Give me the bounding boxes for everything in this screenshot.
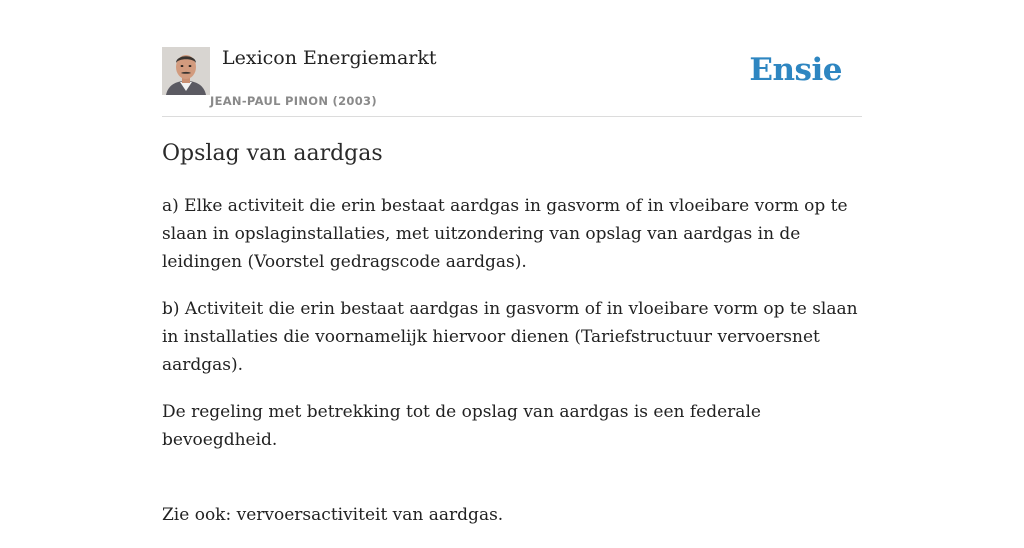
definition-a: a) Elke activiteit die erin bestaat aardgas in gasvorm of in vloeibare vorm op te slaan in opslaginstallaties, met uitzondering van opslag van aardgas in de leidingen (Voorstel gedragscode aardgas). xyxy=(162,196,848,272)
author-name[interactable]: JEAN-PAUL PINON (2003) xyxy=(210,94,377,108)
author-avatar[interactable] xyxy=(162,47,210,95)
entry-title: Opslag van aardgas xyxy=(162,141,383,166)
portrait-icon xyxy=(162,47,210,95)
entry-body xyxy=(162,192,862,548)
book-title[interactable]: Lexicon Energiemarkt xyxy=(222,47,437,69)
paragraph-spacer xyxy=(162,473,862,501)
see-also: Zie ook: vervoersactiviteit van aardgas. xyxy=(162,505,504,525)
regulation-note: De regeling met betrekking tot de opslag van aardgas is een federale bevoegdheid. xyxy=(162,402,761,450)
definition-b: b) Activiteit die erin bestaat aardgas in gasvorm of in vloeibare vorm op te slaan in installaties die voornamelijk hiervoor dienen (Tariefstructuur vervoersnet aardgas). xyxy=(162,299,858,375)
header xyxy=(162,44,862,117)
ensie-logo[interactable]: Ensie xyxy=(749,52,842,88)
